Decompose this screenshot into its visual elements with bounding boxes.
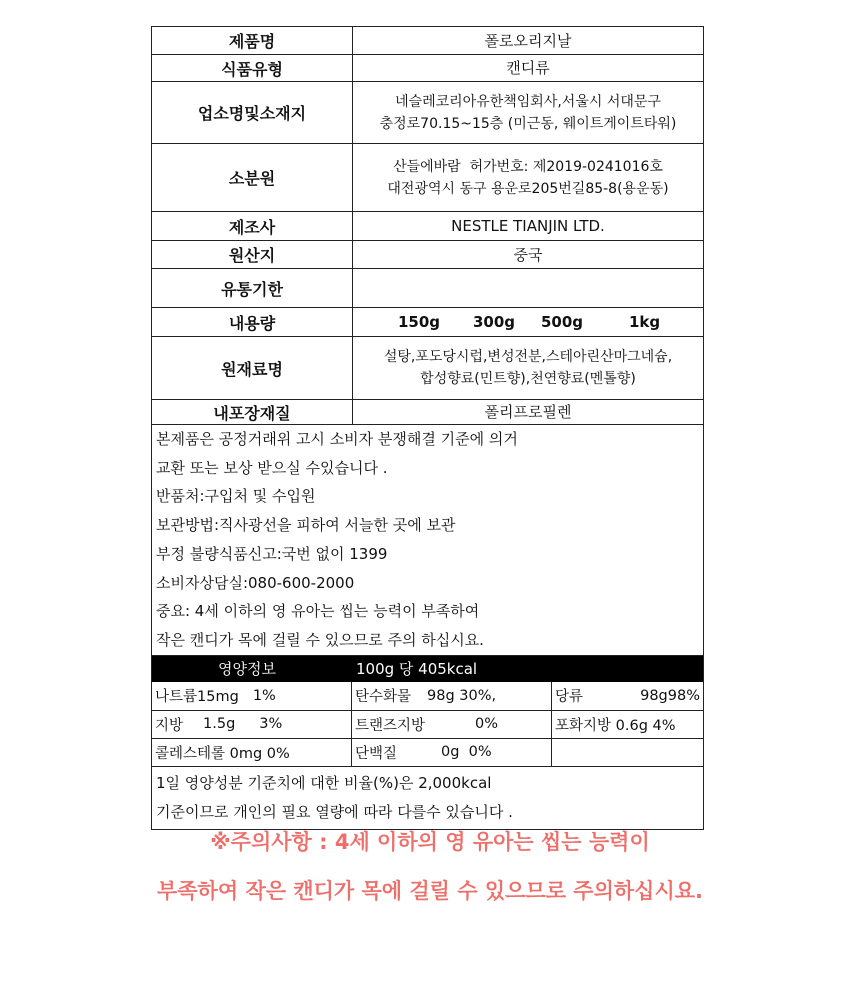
nutrition-cell-cholesterol	[152, 739, 352, 766]
row-product-name	[152, 27, 703, 55]
nutrient-name: 포화지방 0.6g 4%	[555, 717, 676, 734]
footnote-line: 1일 영양성분 기준치에 대한 비율(%)은 2,000kcal	[156, 773, 492, 792]
notice-line: 소비자상담실:080-600-2000	[156, 573, 355, 592]
notice-line: 작은 캔디가 목에 걸릴 수 있으므로 주의 하십시요.	[156, 630, 484, 649]
nutrition-cell-sugars	[552, 682, 703, 710]
nutrition-footnote	[152, 766, 703, 829]
notice-line: 부정 불량식품신고:국번 없이 1399	[156, 544, 388, 563]
nutrient-value: 0%	[475, 716, 499, 733]
row-food-type	[152, 55, 703, 82]
repack-label: 소분원	[152, 144, 353, 211]
nutrition-cell-saturated-fat	[552, 711, 703, 738]
nutrient-name: 나트륨15mg	[155, 689, 239, 706]
volume-label: 내용량	[152, 308, 353, 336]
repack-line1: 산들에바람 허가번호: 제2019-0241016호	[393, 158, 663, 175]
nutrition-cell-protein	[352, 739, 552, 766]
nutrient-value: 98g98%	[640, 687, 700, 704]
maker-value: NESTLE TIANJIN LTD.	[451, 217, 605, 235]
row-ingredients	[152, 337, 703, 400]
nutrient-name: 콜레스테롤 0mg 0%	[155, 745, 290, 762]
ingredients-line1: 설탕,포도당시럽,변성전분,스테아린산마그네슘,	[383, 349, 673, 365]
volume-option: 300g	[473, 313, 516, 331]
origin-value: 중국	[513, 245, 543, 264]
expiry-value	[353, 269, 703, 307]
ingredients-line2: 합성향료(민트향),천연향료(멘톨향)	[420, 371, 636, 387]
nutrition-row	[152, 738, 703, 766]
nutrition-header	[152, 656, 703, 682]
warning-line2: 부족하여 작은 캔디가 목에 걸릴 수 있으므로 주의하십시요.	[156, 879, 704, 903]
nutrition-cell-trans-fat	[352, 711, 552, 738]
ingredients-value	[353, 337, 703, 399]
nutrient-amount: 1.5g	[203, 716, 236, 733]
notice-line: 반품처:구입처 및 수입원	[156, 487, 316, 506]
nutrition-row	[152, 682, 703, 710]
maker-label: 제조사	[152, 212, 353, 240]
packaging-value: 폴리프로필렌	[484, 403, 572, 421]
nutrition-row	[152, 710, 703, 738]
nutrient-name: 지방	[155, 717, 184, 734]
nutrition-cell-fat	[152, 711, 352, 738]
ingredients-label: 원재료명	[152, 337, 353, 399]
row-packaging	[152, 400, 703, 425]
repack-value	[353, 144, 703, 211]
company-value	[353, 82, 703, 143]
notice-text-block	[152, 425, 703, 656]
nutrient-value: 1%	[252, 687, 276, 704]
row-repack	[152, 144, 703, 212]
nutrient-value: 3%	[259, 716, 283, 733]
volume-option: 500g	[541, 313, 584, 331]
nutrient-name: 단백질	[355, 745, 398, 762]
nutrient-name: 당류	[555, 689, 584, 706]
row-expiry	[152, 269, 703, 308]
row-origin	[152, 241, 703, 269]
nutrient-name: 탄수화물	[355, 689, 412, 706]
nutrient-value: 98g 30%,	[427, 687, 497, 704]
volume-value	[353, 308, 703, 336]
nutrient-value: 0g 0%	[441, 744, 492, 761]
food-type-value: 캔디류	[506, 59, 550, 77]
notice-line: 보관방법:직사광선을 피하여 서늘한 곳에 보관	[156, 516, 456, 535]
product-label-table	[151, 26, 704, 830]
warning-line1: ※주의사항 : 4세 이하의 영 유아는 씹는 능력이	[210, 830, 650, 854]
notice-line: 교환 또는 보상 받으실 수있습니다 .	[156, 458, 388, 477]
nutrition-cell-sodium	[152, 682, 352, 710]
product-name-value: 폴로오리지날	[484, 31, 572, 50]
expiry-label: 유통기한	[152, 269, 353, 307]
nutrient-name: 트랜즈지방	[355, 717, 426, 734]
footnote-line: 기준이므로 개인의 필요 열량에 따라 다를수 있습니다 .	[156, 802, 513, 821]
company-line2: 충정로70.15~15층 (미근동, 웨이트게이트타워)	[379, 115, 677, 132]
nutrition-cell-carbohydrate	[352, 682, 552, 710]
product-name-label: 제품명	[152, 27, 353, 54]
nutrition-per-serving: 100g 당 405kcal	[356, 660, 478, 679]
volume-option: 150g	[398, 313, 441, 331]
notice-line: 중요: 4세 이하의 영 유아는 씹는 능력이 부족하여	[156, 602, 480, 621]
food-type-label: 식품유형	[152, 55, 353, 81]
volume-option: 1kg	[629, 313, 661, 331]
company-label: 업소명및소재지	[152, 82, 353, 143]
row-volume	[152, 308, 703, 337]
nutrition-title: 영양정보	[218, 660, 276, 679]
company-line1: 네슬레코리아유한책임회사,서울시 서대문구	[395, 93, 661, 110]
repack-line2: 대전광역시 동구 용운로205번길85-8(용운동)	[387, 180, 669, 197]
origin-label: 원산지	[152, 241, 353, 268]
row-maker	[152, 212, 703, 241]
row-company	[152, 82, 703, 144]
notice-line: 본제품은 공정거래위 고시 소비자 분쟁해결 기준에 의거	[156, 430, 518, 448]
nutrition-cell-empty	[552, 739, 703, 766]
packaging-label: 내포장재질	[152, 400, 353, 424]
